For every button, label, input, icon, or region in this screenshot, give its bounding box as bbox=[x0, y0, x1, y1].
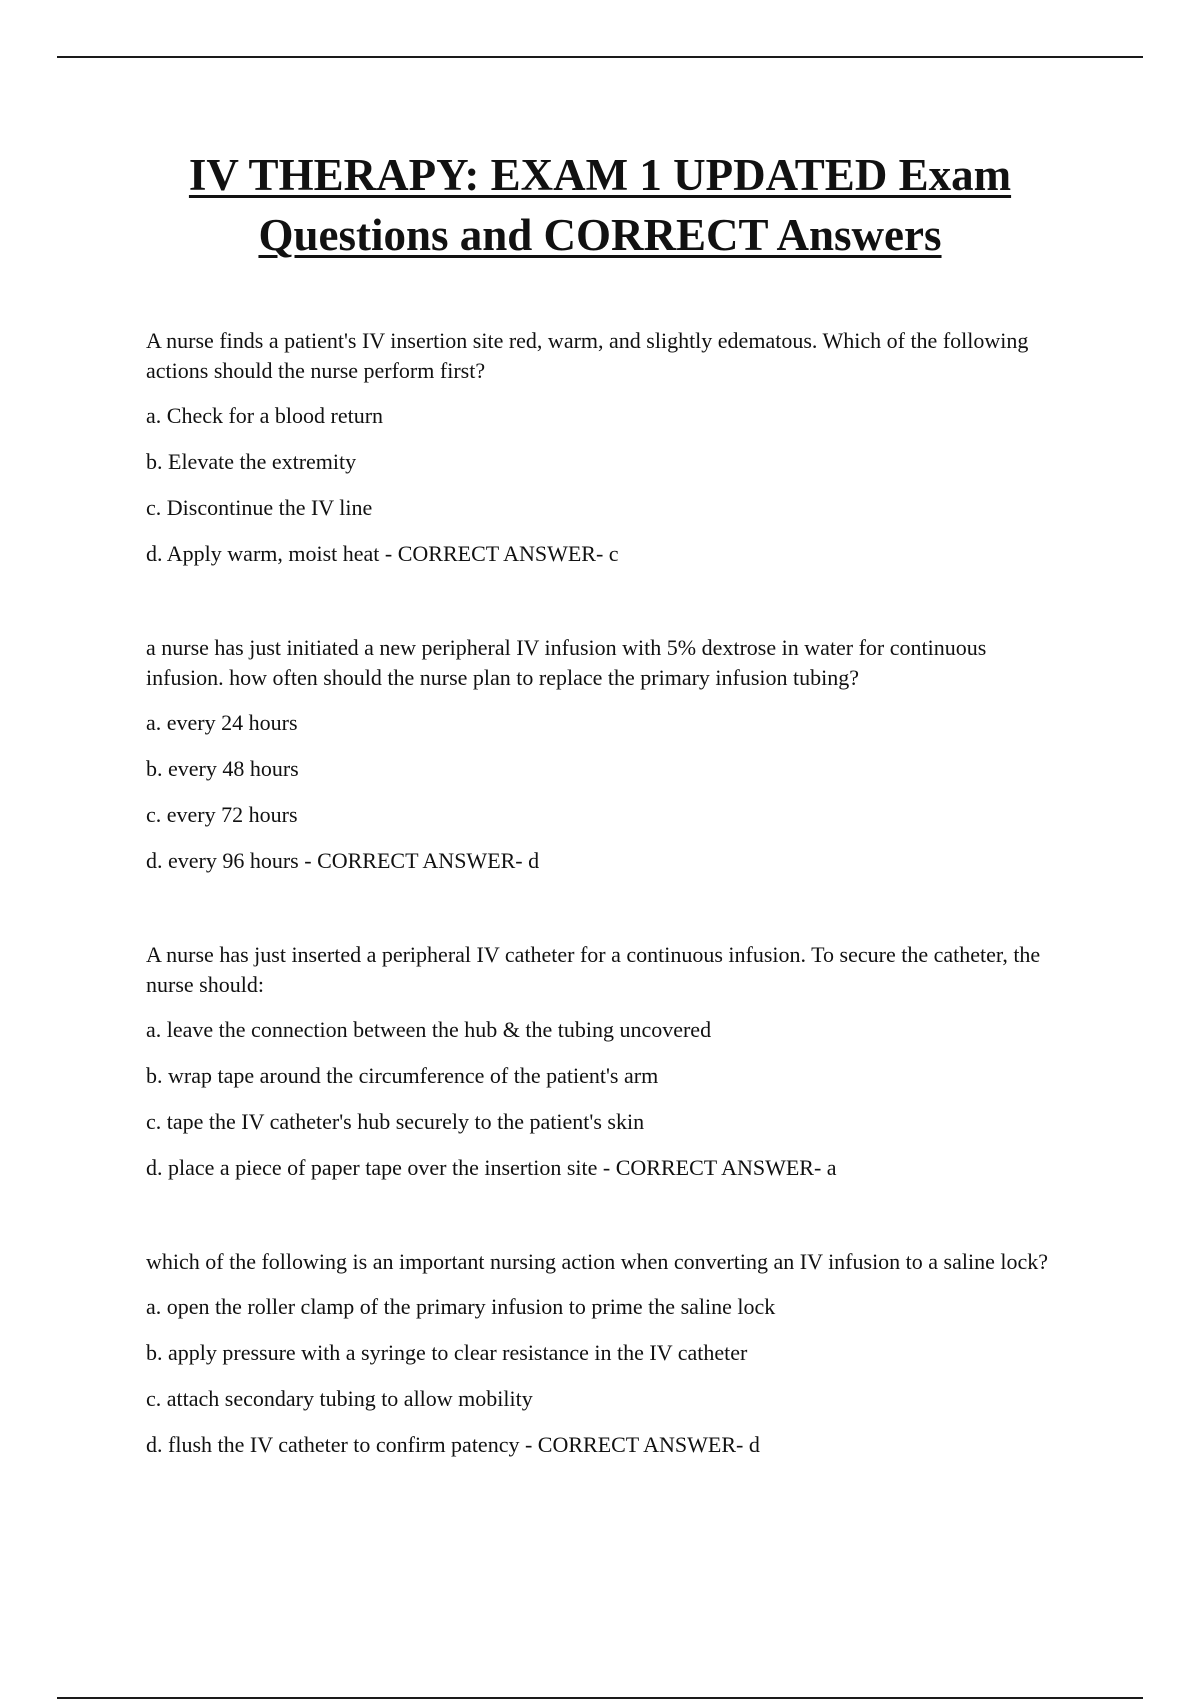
option-d-with-answer: d. place a piece of paper tape over the insertion site - CORRECT ANSWER- a bbox=[146, 1155, 837, 1180]
bottom-rule bbox=[57, 1697, 1143, 1699]
option-d-with-answer: d. every 96 hours - CORRECT ANSWER- d bbox=[146, 848, 540, 873]
option-b: b. every 48 hours bbox=[146, 756, 299, 781]
question-3 bbox=[146, 940, 1066, 1183]
option-c: c. Discontinue the IV line bbox=[146, 495, 373, 520]
question-text: A nurse has just inserted a peripheral IV catheter for a continuous infusion. To secure the catheter, the nurse should: bbox=[146, 942, 1041, 997]
question-1 bbox=[146, 326, 1066, 569]
option-b: b. Elevate the extremity bbox=[146, 449, 357, 474]
option-a: a. open the roller clamp of the primary infusion to prime the saline lock bbox=[146, 1294, 776, 1319]
question-4 bbox=[146, 1247, 1066, 1460]
title-line-2: Questions and CORRECT Answers bbox=[258, 210, 942, 260]
option-c: c. tape the IV catheter's hub securely to the patient's skin bbox=[146, 1109, 645, 1134]
option-b: b. apply pressure with a syringe to clear resistance in the IV catheter bbox=[146, 1340, 748, 1365]
option-b: b. wrap tape around the circumference of the patient's arm bbox=[146, 1063, 659, 1088]
option-c: c. attach secondary tubing to allow mobility bbox=[146, 1386, 533, 1411]
title-line-1: IV THERAPY: EXAM 1 UPDATED Exam bbox=[188, 150, 1012, 200]
option-a: a. every 24 hours bbox=[146, 710, 298, 735]
question-2 bbox=[146, 633, 1066, 876]
option-a: a. leave the connection between the hub & the tubing uncovered bbox=[146, 1017, 712, 1042]
option-d-with-answer: d. flush the IV catheter to confirm patency - CORRECT ANSWER- d bbox=[146, 1432, 760, 1457]
option-c: c. every 72 hours bbox=[146, 802, 298, 827]
page-title bbox=[100, 145, 1100, 265]
top-rule bbox=[57, 56, 1143, 58]
question-list bbox=[146, 326, 1066, 1524]
question-text: which of the following is an important nursing action when converting an IV infusion to a saline lock? bbox=[146, 1249, 1049, 1274]
option-d-with-answer: d. Apply warm, moist heat - CORRECT ANSWER- c bbox=[146, 541, 619, 566]
option-a: a. Check for a blood return bbox=[146, 403, 384, 428]
question-text: A nurse finds a patient's IV insertion site red, warm, and slightly edematous. Which of the following actions should the nurse perform first? bbox=[146, 328, 1029, 383]
question-text: a nurse has just initiated a new peripheral IV infusion with 5% dextrose in water for continuous infusion. how often should the nurse plan to replace the primary infusion tubing? bbox=[146, 635, 987, 690]
